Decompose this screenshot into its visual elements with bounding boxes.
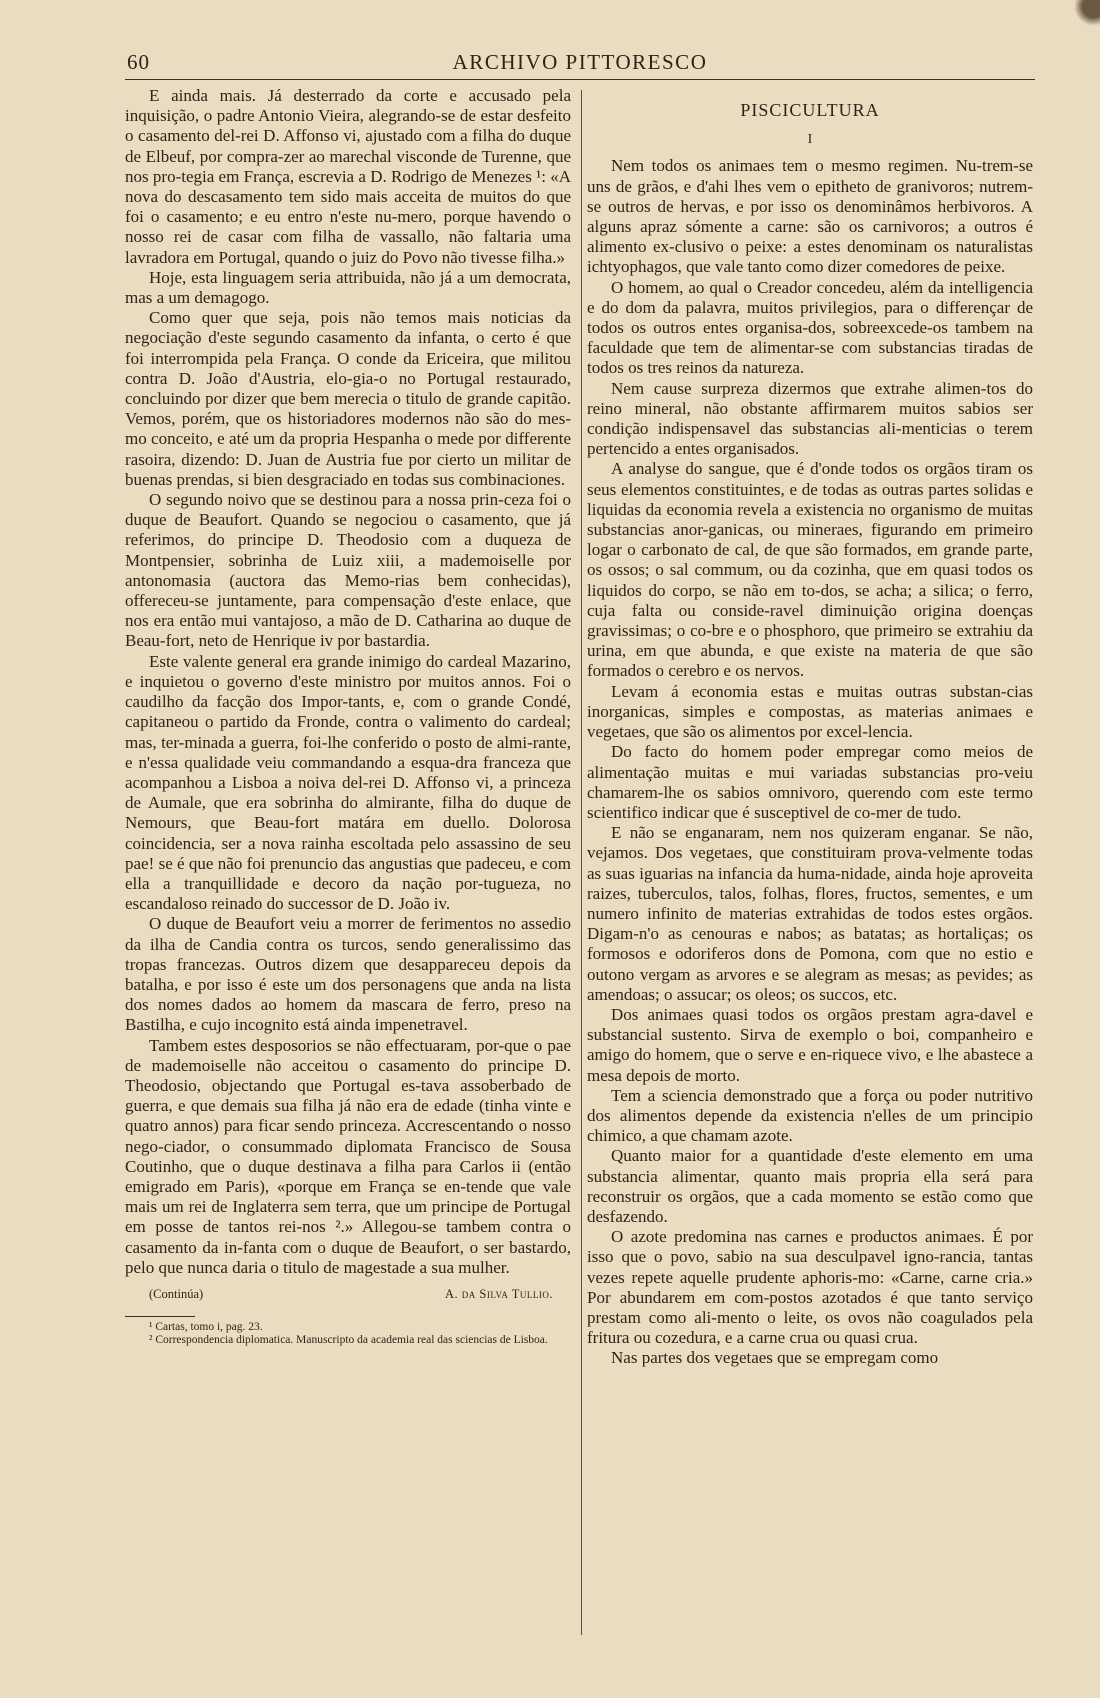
paragraph: E não se enganaram, nem nos quizeram enganar. Se não, vejamos. Dos vegetaes, que constituiram prova-velmente todas as suas iguarias na infancia da huma-nidade, ainda hoje aproveita raizes, tuberculos, talos, folhas, flores, fructos, sementes, e um numero infinito de materias extrahidas de todos estes orgãos. Digam-n'o as cenouras e nabos; as batatas; as hortaliças; os formosos e odoriferos dons de Pomona, com que no estio e outono vergam as arvores e se alegram as mesas; as pevides; as amendoas; o assucar; os oleos; os succos, etc. (587, 823, 1033, 1004)
page-header (125, 50, 1035, 80)
paragraph: Tambem estes desposorios se não effectuaram, por-que o pae de mademoiselle não acceitou o casamento do principe D. Theodosio, objectando que Portugal es-tava assoberbado de guerra, e que demais sua filha já não era de edade (tinha vinte e quatro annos) para ficar sendo princeza. Accrescentando o nosso nego-ciador, o consummado diplomata Francisco de Sousa Coutinho, que o duque destinava a filha para Carlos ii (então emigrado em Paris), «porque em França se en-tende que vale mais um rei de Inglaterra sem terra, que um principe de Portugal em posse de tantos rei-nos ².» Allegou-se tambem contra o casamento da in-fanta com o duque de Beaufort, o ser bastardo, pelo que nunca daria o titulo de magestade a sua mulher. (125, 1035, 571, 1277)
footnote: ² Correspondencia diplomatica. Manuscripto da academia real das sciencias de Lisboa. (149, 1334, 548, 1347)
paragraph: Dos animaes quasi todos os orgãos prestam agra-davel e substancial sustento. Sirva de exemplo o boi, companheiro e amigo do homem, que o serve e en-riquece vivo, e lhe abastece a mesa depois de morto. (587, 1004, 1033, 1085)
section-number: I (807, 132, 813, 148)
paragraph: O homem, ao qual o Creador concedeu, além da intelligencia e do dom da palavra, muitos privilegios, para o differençar de todos os outros entes organisa-dos, sobreexcede-os tambem na faculdade que tem de alimentar-se com substancias tiradas de todos os tres reinos da natureza. (587, 277, 1033, 378)
column-divider (581, 90, 582, 1635)
paragraph: E ainda mais. Já desterrado da corte e accusado pela inquisição, o padre Antonio Vieira, alegrando-se de estar desfeito o casamento del-rei D. Affonso vi, ajustado com a filha do duque de Elbeuf, por compra-zer ao marechal visconde de Turenne, que nos pro-tegia em França, escrevia a D. Rodrigo de Menezes ¹: «A nova do descasamento tem sido mais acceita de muitos do que foi o casamento; e eu entro n'este nu-mero, porque havendo o nosso rei de casar com filha de vassallo, não faltaria uma lavradora em Portugal, quando o juiz do Povo não tivesse filha.» (125, 86, 571, 267)
footnote-rule (125, 1316, 195, 1317)
journal-title: ARCHIVO PITTORESCO (452, 50, 708, 74)
article-signoff (125, 1284, 571, 1304)
page-number: 60 (127, 50, 150, 74)
paragraph: Nem todos os animaes tem o mesmo regimen. Nu-trem-se uns de grãos, e d'ahi lhes vem o epitheto de granivoros; nutrem-se outros de hervas, e por isso os denominâmos herbivoros. A alguns apraz sómente a carne: são os carnivoros; a outros é alimento ex-clusivo o peixe: a estes denominam os naturalistas ichtyophagos, que vale tanto como dizer comedores de peixe. (587, 156, 1033, 277)
paragraph: Levam á economia estas e muitas outras substan-cias inorganicas, simples e compostas, as materias animaes e vegetaes, que são os alimentos por excel-lencia. (587, 681, 1033, 742)
section-title: PISCICULTURA (740, 100, 880, 120)
corner-stain (1074, 0, 1100, 26)
paragraph: Nas partes dos vegetaes que se empregam como (611, 1348, 939, 1368)
paragraph: Do facto do homem poder empregar como meios de alimentação muitas e mui variadas substancias pro-veiu chamarem-lhe os sabios omnivoro, querendo com este termo scientifico indicar que é susceptivel de co-mer de tudo. (587, 742, 1033, 822)
header-rule (125, 79, 1035, 80)
left-column (125, 86, 571, 1347)
paragraph: O segundo noivo que se destinou para a nossa prin-ceza foi o duque de Beaufort. Quando se negociou o casamento, que já referimos, do principe D. Theodosio com a duqueza de Montpensier, sobrinha de Luiz xiii, a mademoiselle por antonomasia (auctora das Memo-rias bem conhecidas), offereceu-se juntamente, para compensação d'este enlace, que nos era então mui vantajoso, a mão de D. Catharina ao duque de Beau-fort, neto de Henrique iv por bastardia. (125, 490, 571, 651)
paragraph: Este valente general era grande inimigo do cardeal Mazarino, e inquietou o governo d'este ministro por muitos annos. Foi o caudilho da facção dos Impor-tants, e, com o grande Condé, capitaneou o partido da Fronde, contra o valimento do cardeal; mas, ter-minada a guerra, foi-lhe conferido o posto de almi-rante, e n'essa qualidade veiu commandando a esqua-dra franceza que acompanhou a Lisboa a noiva del-rei D. Affonso vi, a princeza de Aumale, que era sobrinha do almirante, filha do duque de Nemours, que Beau-fort matára em duello. Dolorosa coincidencia, ser a nova rainha escoltada pelo assassino de seu pae! se é que não foi prenuncio das angustias que padeceu, e com ella a tranquillidade e decoro da nação por-tugueza, no escandaloso reinado do successor de D. João iv. (125, 651, 571, 914)
continued-label: (Continúa) (149, 1286, 204, 1301)
paragraph: Quanto maior for a quantidade d'este elemento em uma substancia alimentar, quanto mais propria ella será para reconstruir os orgãos, que a cada momento se estão como que desfazendo. (587, 1146, 1033, 1226)
paragraph: Tem a sciencia demonstrado que a força ou poder nutritivo dos alimentos depende da existencia n'elles de um principio chimico, a que chamam azote. (587, 1085, 1033, 1146)
paragraph: Como quer que seja, pois não temos mais noticias da negociação d'este segundo casamento da infanta, o certo é que foi interrompida pela França. O conde da Ericeira, que militou contra D. João d'Austria, elo-gia-o no Portugal restaurado, concluindo por dizer que bem merecia o titulo de grande capitão. Vemos, porém, que os historiadores modernos não são do mes-mo conceito, e até um da propria Hespanha o mede por differente rasoira, dizendo: D. Juan de Austria fue por cierto un militar de buenas prendas, si bien desgraciado en todas sus combinaciones. (125, 308, 571, 489)
paragraph: O azote predomina nas carnes e productos animaes. É por isso que o povo, sabio na sua desculpavel igno-rancia, tantas vezes repete aquelle prudente aphoris-mo: «Carne, carne cria.» Por abundarem em com-postos azotados é que tanto serviço prestam como ali-mento o leite, os ovos não coagulados pela fritura ou cozedura, e a carne crua ou quasi crua. (587, 1227, 1033, 1348)
footnote: ¹ Cartas, tomo i, pag. 23. (149, 1321, 263, 1334)
paragraph: O duque de Beaufort veiu a morrer de ferimentos no assedio da ilha de Candia contra os turcos, sendo generalissimo das tropas francezas. Outros dizem que desappareceu depois da batalha, e por isso é este um dos personagens que anda na lista dos nomes dados ao homem da mascara de ferro, preso na Bastilha, e cujo incognito está ainda impenetravel. (125, 914, 571, 1035)
paragraph: Nem cause surpreza dizermos que extrahe alimen-tos do reino mineral, não obstante affirmarem muitos sabios ser condição indispensavel das substancias ali-menticias o terem pertencido a entes organisados. (587, 378, 1033, 459)
paragraph: Hoje, esta linguagem seria attribuida, não já a um democrata, mas a um demagogo. (125, 267, 571, 308)
paragraph: A analyse do sangue, que é d'onde todos os orgãos tiram os seus elementos constituintes, e de todas as outras partes solidas e liquidas da economia revela a existencia no organismo de muitas substancias anor-ganicas, ou mineraes, figurando em primeiro logar o carbonato de cal, de que são formados, em grande parte, os ossos; o sal commum, ou da cozinha, que em quasi todos os liquidos do corpo, se não em to-dos, se acha; a silica; o ferro, cuja falta ou conside-ravel diminuição origina doenças gravissimas; o co-bre e o phosphoro, que primeiro se extrahiu da urina, em que abunda, e que existe na materia de que são formados o cerebro e os nervos. (587, 459, 1033, 681)
right-column (587, 86, 1033, 1369)
article-author: A. da Silva Tullio. (444, 1286, 553, 1301)
